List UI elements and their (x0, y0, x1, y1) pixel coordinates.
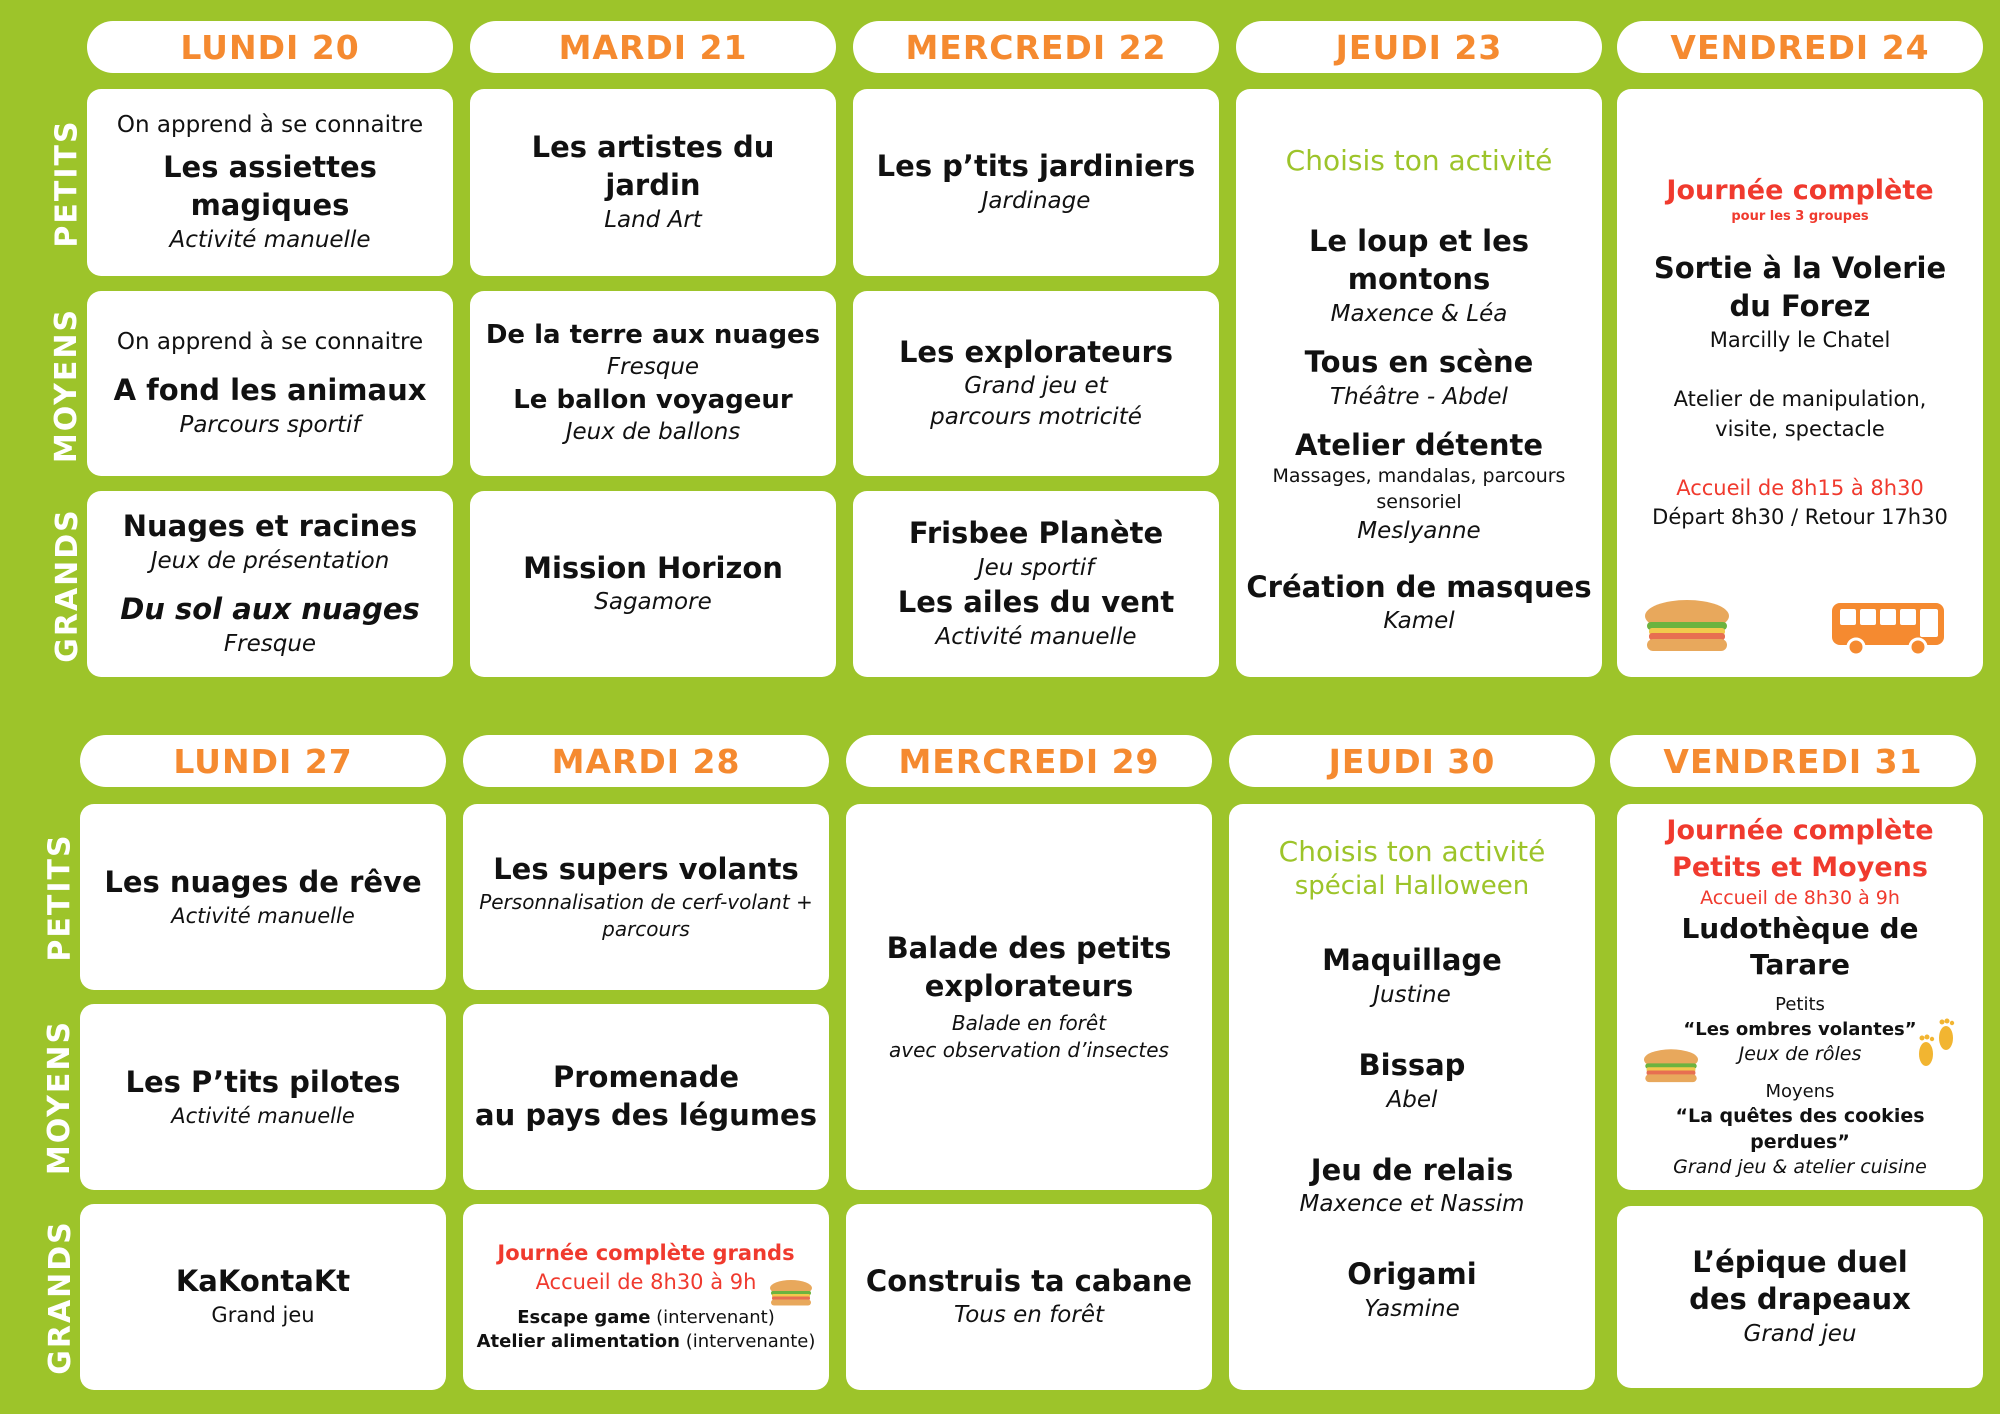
card-title: Le ballon voyageur (513, 384, 793, 415)
day-header-lundi-20: LUNDI 20 (87, 21, 453, 73)
card-subtitle: Yasmine (1364, 1296, 1460, 1323)
card-title: Les nuages de rêve (104, 864, 422, 899)
activity-card-mercredi22-petits (853, 89, 1219, 276)
sandwich-icon (1641, 598, 1733, 654)
card-subtitle: Jeux de présentation (150, 547, 390, 574)
day-header-vendredi-24: VENDREDI 24 (1617, 21, 1983, 73)
activity-title: “Les ombres volantes” (1683, 1018, 1917, 1040)
sandwich-icon (768, 1278, 814, 1308)
card-title: explorateurs (924, 969, 1134, 1003)
activity-card-mardi21-petits (470, 89, 836, 276)
card-subtitle: Activité manuelle (171, 1103, 355, 1128)
card-subtitle: Sagamore (594, 589, 712, 616)
card-intro: On apprend à se connaitre (116, 329, 424, 356)
card-title: Construis ta cabane (865, 1263, 1193, 1298)
card-title: Les assiettes magiques (163, 150, 377, 223)
card-title: Les explorateurs (898, 334, 1174, 369)
sandwich-icon (1641, 1048, 1701, 1084)
full-day-header: Journée complète grands (497, 1241, 795, 1266)
activity-card-lundi20-petits (87, 89, 453, 276)
arrival-time: Accueil de 8h15 à 8h30 (1676, 475, 1924, 500)
activity-card-vendredi24 (1617, 89, 1983, 677)
card-subtitle: Fresque (223, 630, 317, 657)
activity-subtitle: Grand jeu & atelier cuisine (1673, 1156, 1927, 1179)
card-title: KaKontaKt (175, 1264, 351, 1299)
card-intro: On apprend à se connaitre (116, 112, 424, 139)
activity-card-mardi21-grands (470, 491, 836, 677)
activity-card-lundi27-petits (80, 804, 446, 990)
full-day-header: Journée complète (1666, 175, 1934, 206)
card-subtitle: Balade en forêt (951, 1010, 1107, 1035)
group-label-moyens: MOYENS (49, 307, 85, 463)
group-label-moyens: MOYENS (42, 1019, 78, 1175)
card-title: Sortie à la Volerie du Forez (1653, 251, 1947, 324)
card-title: Création de masques (1246, 569, 1592, 604)
card-subtitle: Justine (1373, 981, 1451, 1008)
card-subtitle: Activité manuelle (171, 903, 355, 928)
card-title: Les p’tits jardiniers (876, 149, 1196, 184)
group-name: Moyens (1765, 1080, 1835, 1102)
group-label-grands: GRANDS (42, 1219, 78, 1375)
card-subtitle: Activité manuelle (935, 623, 1137, 650)
card-title: Les P’tits pilotes (125, 1064, 401, 1099)
arrival-time: Accueil de 8h30 à 9h (1700, 886, 1900, 909)
choose-activity-header: Choisis ton activité (1285, 144, 1553, 177)
activity-card-mercredi29-petits-moyens (846, 804, 1212, 1190)
card-title: Promenade (552, 1060, 739, 1095)
card-title: Origami (1347, 1257, 1477, 1292)
bus-icon (1830, 599, 1950, 657)
activity-card-lundi27-moyens (80, 1004, 446, 1190)
card-subtitle: Jeu sportif (977, 554, 1095, 581)
card-title: Du sol aux nuages (120, 592, 420, 626)
halloween-subheader: spécial Halloween (1294, 871, 1530, 902)
card-place: Marcilly le Chatel (1709, 327, 1891, 352)
card-title: Ludothèque de Tarare (1681, 911, 1919, 982)
full-day-header: Journée complète (1666, 815, 1934, 847)
card-subtitle: Maxence et Nassim (1299, 1191, 1525, 1218)
activity-line: Atelier alimentation (intervenante) (476, 1331, 816, 1353)
card-subtitle: Jardinage (981, 187, 1091, 214)
activity-card-vendredi31-grands (1617, 1206, 1983, 1388)
card-title: L’épique duel (1692, 1244, 1908, 1279)
card-subtitle: Maxence & Léa (1330, 300, 1508, 327)
group-label-petits: PETITS (42, 832, 78, 962)
day-header-lundi-27: LUNDI 27 (80, 735, 446, 787)
arrival-time: Accueil de 8h30 à 9h (535, 1269, 757, 1294)
card-subtitle: Personnalisation de cerf-volant + (479, 889, 813, 914)
day-header-mercredi-22: MERCREDI 22 (853, 21, 1219, 73)
activity-card-mercredi29-grands (846, 1204, 1212, 1390)
activity-line: Escape game (intervenant) (517, 1307, 775, 1329)
card-subtitle: Grand jeu (211, 1303, 315, 1328)
group-name: Petits (1775, 994, 1825, 1016)
activity-card-mardi28-moyens (463, 1004, 829, 1190)
card-title: Frisbee Planète (908, 516, 1164, 551)
card-subtitle: Tous en forêt (954, 1302, 1104, 1329)
card-subtitle: Kamel (1383, 608, 1455, 635)
activity-card-mercredi22-moyens (853, 291, 1219, 476)
card-subtitle: avec observation d’insectes (889, 1037, 1169, 1062)
card-desc: Atelier de manipulation, (1673, 387, 1927, 412)
card-subtitle: Meslyanne (1357, 517, 1481, 544)
card-subtitle: Grand jeu (1743, 1321, 1857, 1348)
card-title: Maquillage (1322, 943, 1502, 978)
card-subtitle: Grand jeu et (964, 373, 1108, 400)
card-desc: visite, spectacle (1715, 416, 1885, 441)
card-title: Mission Horizon (523, 550, 783, 585)
card-title: Nuages et racines (122, 509, 418, 544)
day-header-mercredi-29: MERCREDI 29 (846, 735, 1212, 787)
card-title: Bissap (1358, 1047, 1466, 1082)
activity-title: “La quêtes des cookies perdues” (1675, 1104, 1925, 1153)
day-header-mardi-28: MARDI 28 (463, 735, 829, 787)
departure-time: Départ 8h30 / Retour 17h30 (1652, 505, 1948, 530)
activity-card-jeudi23 (1236, 89, 1602, 677)
card-subtitle: Parcours sportif (179, 411, 361, 438)
activity-card-jeudi30 (1229, 804, 1595, 1390)
card-title: Les artistes du jardin (531, 130, 775, 202)
card-title: des drapeaux (1689, 1282, 1911, 1317)
card-subtitle: parcours (602, 916, 690, 941)
card-title: A fond les animaux (113, 373, 427, 408)
card-title: Balade des petits (886, 931, 1172, 966)
day-header-jeudi-30: JEUDI 30 (1229, 735, 1595, 787)
group-label-petits: PETITS (49, 118, 85, 248)
activity-card-lundi20-moyens (87, 291, 453, 476)
card-title: De la terre aux nuages (485, 319, 821, 350)
card-title: Les ailes du vent (897, 585, 1175, 619)
card-title: au pays des légumes (475, 1098, 817, 1132)
card-note: Massages, mandalas, parcours sensoriel (1272, 465, 1566, 513)
activity-card-mardi21-moyens (470, 291, 836, 476)
activity-card-mardi28-petits (463, 804, 829, 990)
activity-card-lundi27-grands (80, 1204, 446, 1390)
activity-card-mercredi22-grands (853, 491, 1219, 677)
card-title: Tous en scène (1304, 344, 1534, 379)
card-title: Jeu de relais (1310, 1152, 1514, 1187)
card-subtitle: Théâtre - Abdel (1330, 383, 1508, 410)
card-subtitle: parcours motricité (930, 404, 1142, 431)
card-subtitle: Land Art (604, 206, 702, 233)
card-title: Les supers volants (493, 852, 799, 887)
card-subtitle: Abel (1386, 1086, 1438, 1113)
card-title: Atelier détente (1294, 427, 1544, 462)
card-subtitle: Fresque (606, 354, 700, 381)
activity-card-lundi20-grands (87, 491, 453, 677)
day-header-jeudi-23: JEUDI 23 (1236, 21, 1602, 73)
group-label-grands: GRANDS (49, 507, 85, 663)
activity-subtitle: Jeux de rôles (1738, 1043, 1862, 1066)
day-header-mardi-21: MARDI 21 (470, 21, 836, 73)
card-subtitle: Jeux de ballons (565, 419, 741, 446)
footprints-icon (1912, 1016, 1960, 1078)
activity-card-vendredi31-petits-moyens (1617, 804, 1983, 1190)
full-day-note: pour les 3 groupes (1731, 209, 1869, 225)
full-day-header: Petits et Moyens (1672, 851, 1928, 883)
choose-activity-header: Choisis ton activité (1278, 835, 1546, 868)
card-title: Le loup et les montons (1308, 224, 1530, 297)
day-header-vendredi-31: VENDREDI 31 (1610, 735, 1976, 787)
card-subtitle: Activité manuelle (169, 226, 371, 253)
